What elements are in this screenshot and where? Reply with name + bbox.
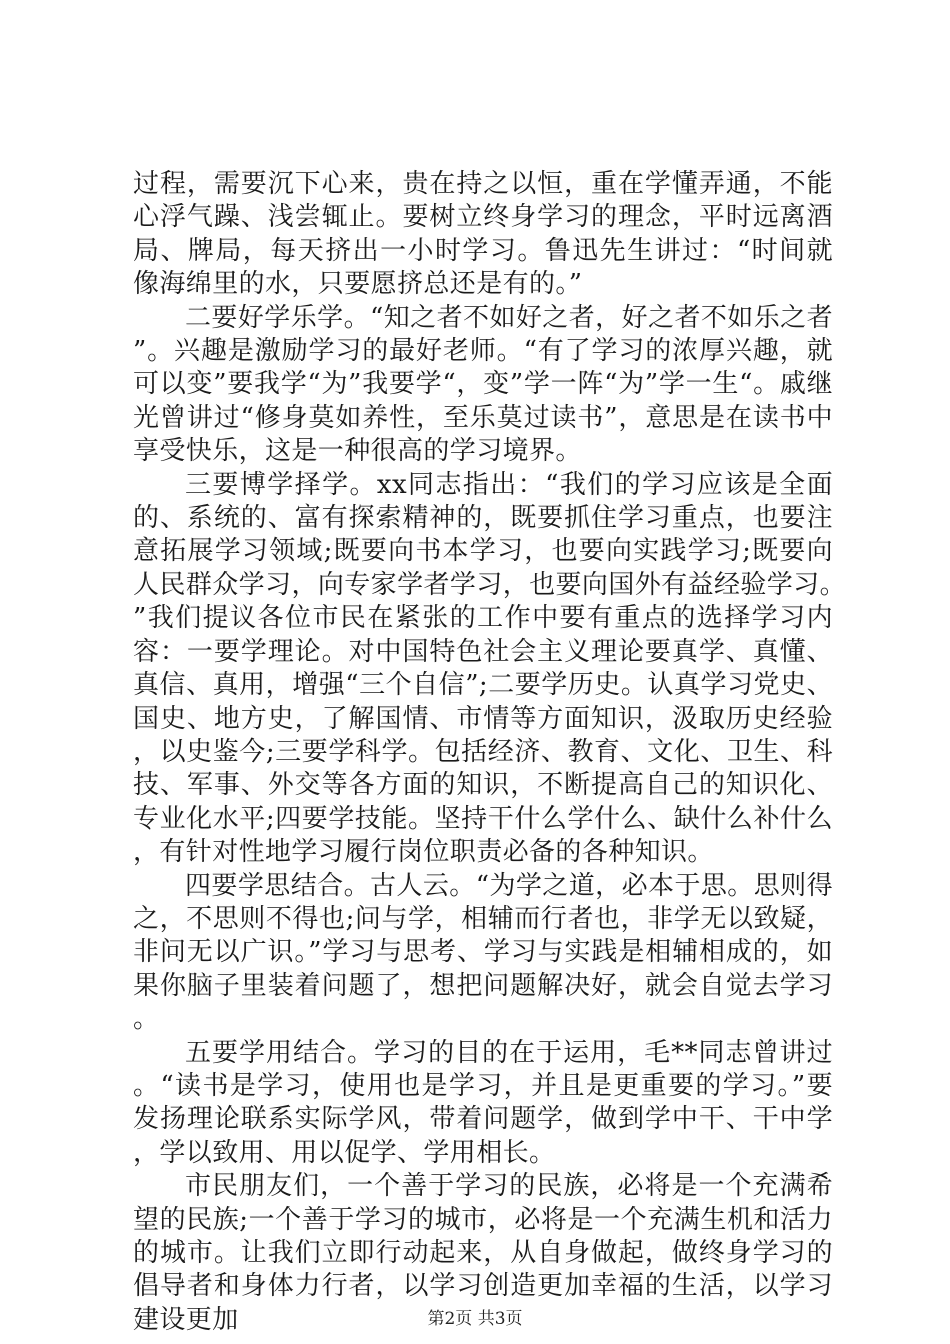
- page-number-footer: 第2页 共3页: [427, 1309, 523, 1329]
- paragraph-closing-appeal: 市民朋友们，一个善于学习的民族，必将是一个充满希望的民族;一个善于学习的城市，必将是一个充满生机和活力的城市。让我们立即行动起来，从自身做起，做终身学习的倡导者和身体力行者，以学习创造更加幸福的生活，以学习建设更加: [133, 1171, 833, 1335]
- paragraph-love-learning: 二要好学乐学。“知之者不如好之者，好之者不如乐之者”。兴趣是激励学习的最好老师。“有了学习的浓厚兴趣，就可以变”要我学“为”我要学“，变”学一阵“为”学一生“。戚继光曾讲过“修身莫如养性，至乐莫过读书”，意思是在读书中享受快乐，这是一种很高的学习境界。: [133, 302, 833, 467]
- paragraph-continuation: 过程，需要沉下心来，贵在持之以恒，重在学懂弄通，不能心浮气躁、浅尝辄止。要树立终身学习的理念，平时远离酒局、牌局，每天挤出一小时学习。鲁迅先生讲过：“时间就像海绵里的水，只要愿挤总还是有的。”: [133, 169, 833, 300]
- document-body: [133, 168, 833, 1337]
- paragraph-broad-learning: 三要博学择学。xx同志指出：“我们的学习应该是全面的、系统的、富有探索精神的，既要抓住学习重点，也要注意拓展学习领域;既要向书本学习，也要向实践学习;既要向人民群众学习，向专家学者学习，也要向国外有益经验学习。”我们提议各位市民在紧张的工作中要有重点的选择学习内容：一要学理论。对中国特色社会主义理论要真学、真懂、真信、真用，增强“三个自信”;二要学历史。认真学习党史、国史、地方史，了解国情、市情等方面知识，汲取历史经验，以史鉴今;三要学科学。包括经济、教育、文化、卫生、科技、军事、外交等各方面的知识，不断提高自己的知识化、专业化水平;四要学技能。坚持干什么学什么、缺什么补什么，有针对性地学习履行岗位职责必备的各种知识。: [133, 469, 833, 868]
- paragraph-learning-practice: 五要学用结合。学习的目的在于运用，毛**同志曾讲过。“读书是学习，使用也是学习，并且是更重要的学习。”要发扬理论联系实际学风，带着问题学，做到学中干、干中学，学以致用、用以促学、学用相长。: [133, 1037, 833, 1168]
- paragraph-learning-thinking: 四要学思结合。古人云。“为学之道，必本于思。思则得之，不思则不得也;问与学，相辅而行者也，非学无以致疑，非问无以广识。”学习与思考、学习与实践是相辅相成的，如果你脑子里装着问题了，想把问题解决好，就会自觉去学习。: [133, 870, 833, 1035]
